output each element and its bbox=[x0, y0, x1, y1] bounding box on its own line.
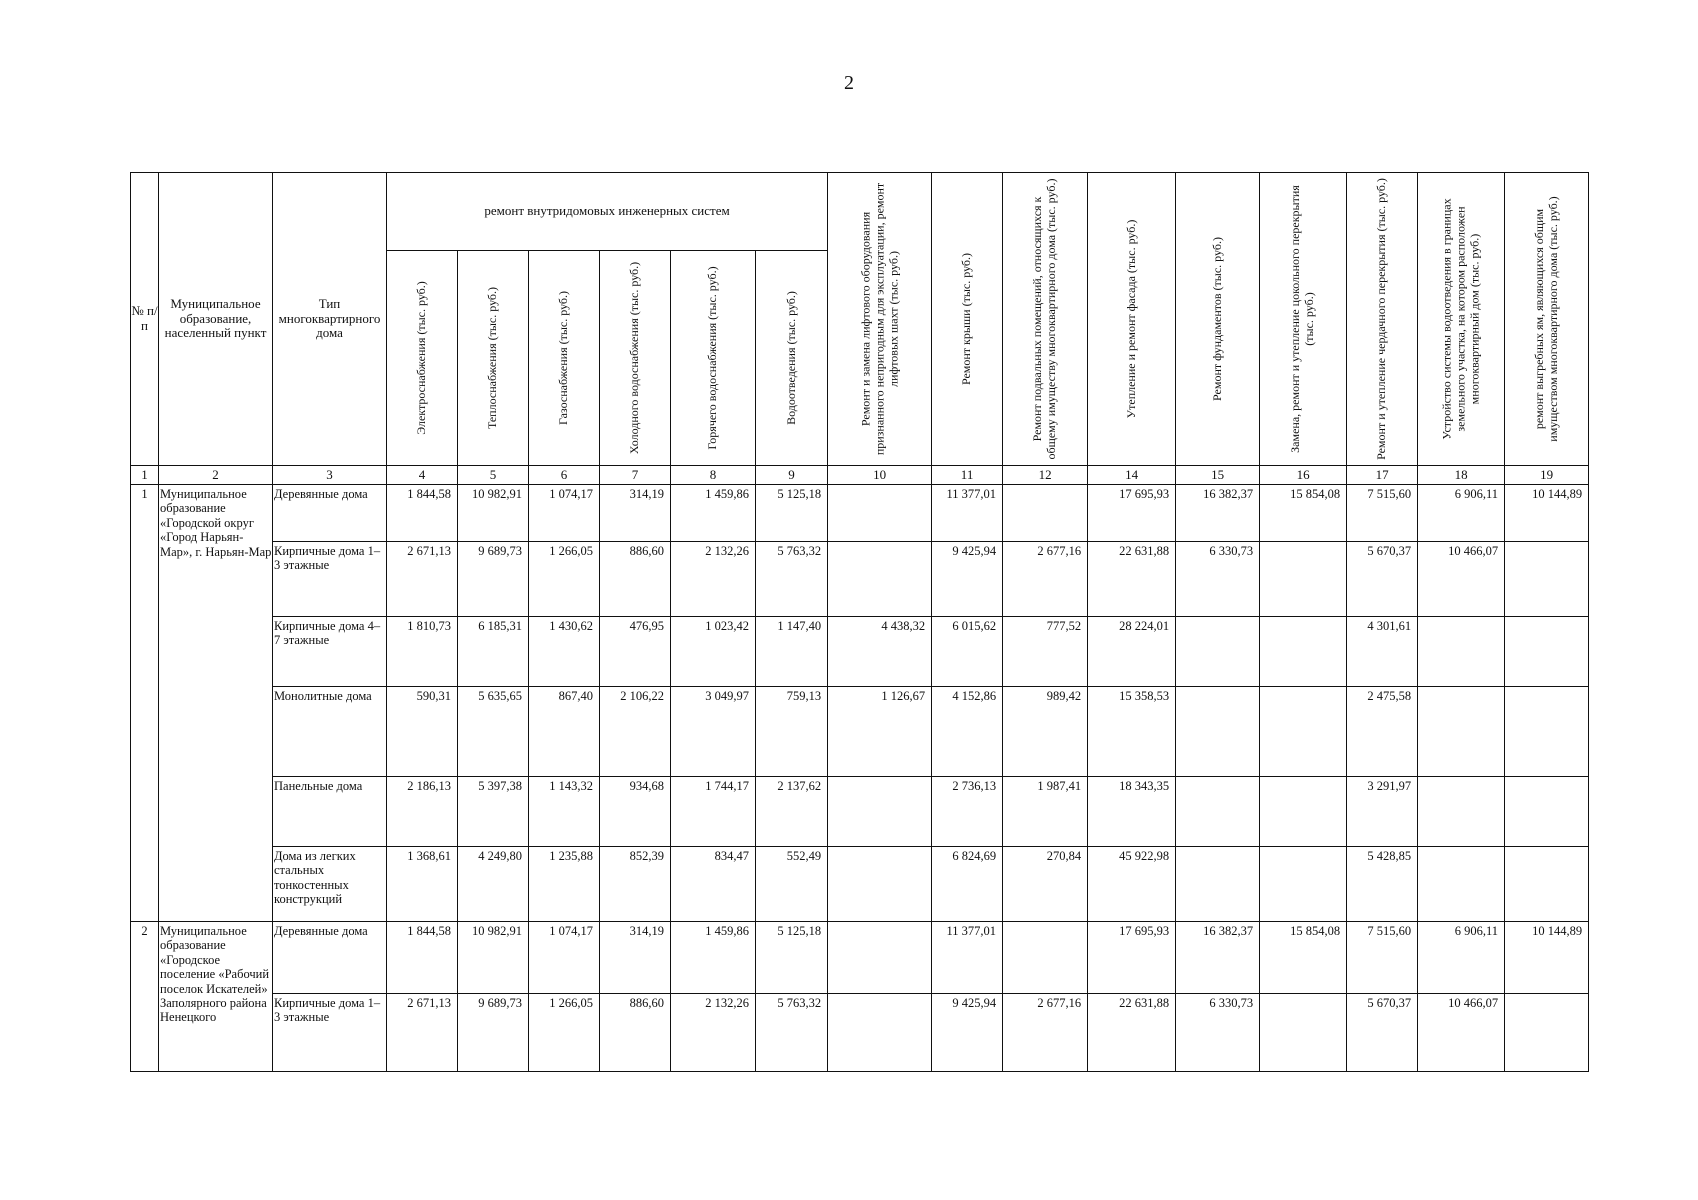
cost-cell: 1 147,40 bbox=[756, 617, 828, 687]
cost-cell: 6 330,73 bbox=[1176, 542, 1260, 617]
cost-cell: 18 343,35 bbox=[1088, 777, 1176, 847]
cost-cell bbox=[1260, 542, 1347, 617]
column-number: 2 bbox=[159, 466, 273, 485]
cost-cell: 3 049,97 bbox=[671, 687, 756, 777]
cost-cell bbox=[1505, 847, 1589, 922]
cost-cell: 1 074,17 bbox=[529, 485, 600, 542]
cost-cell: 1 235,88 bbox=[529, 847, 600, 922]
cost-cell: 5 125,18 bbox=[756, 922, 828, 994]
cost-cell: 1 810,73 bbox=[387, 617, 458, 687]
cost-cell: 1 074,17 bbox=[529, 922, 600, 994]
table-row bbox=[131, 617, 1589, 687]
table-row bbox=[131, 542, 1589, 617]
col-header-roof: Ремонт крыши (тыс. руб.) bbox=[932, 173, 1003, 466]
cost-cell bbox=[828, 922, 932, 994]
cost-cell: 2 132,26 bbox=[671, 994, 756, 1072]
column-number: 6 bbox=[529, 466, 600, 485]
cost-cell: 552,49 bbox=[756, 847, 828, 922]
house-type: Дома из легких стальных тонкостенных конструкций bbox=[273, 847, 387, 922]
cost-cell: 2 132,26 bbox=[671, 542, 756, 617]
col-header-municipality: Муниципальное образование, населенный пункт bbox=[159, 173, 273, 466]
cost-cell: 6 906,11 bbox=[1418, 485, 1505, 542]
table-body bbox=[131, 485, 1589, 1072]
repair-cost-table bbox=[130, 172, 1589, 1072]
cost-cell: 886,60 bbox=[600, 542, 671, 617]
cost-cell: 9 425,94 bbox=[932, 994, 1003, 1072]
cost-cell: 5 670,37 bbox=[1347, 542, 1418, 617]
cost-cell: 2 186,13 bbox=[387, 777, 458, 847]
cost-cell: 1 266,05 bbox=[529, 542, 600, 617]
cost-cell bbox=[1418, 617, 1505, 687]
col-header-num: № п/п bbox=[131, 173, 159, 466]
cost-cell: 867,40 bbox=[529, 687, 600, 777]
cost-cell bbox=[1418, 847, 1505, 922]
cost-cell bbox=[1176, 847, 1260, 922]
cost-cell: 16 382,37 bbox=[1176, 485, 1260, 542]
cost-cell bbox=[1176, 617, 1260, 687]
table-row bbox=[131, 687, 1589, 777]
cost-cell: 10 144,89 bbox=[1505, 922, 1589, 994]
col-header-foundation: Ремонт фундаментов (тыс. руб.) bbox=[1176, 173, 1260, 466]
cost-cell: 4 301,61 bbox=[1347, 617, 1418, 687]
column-number: 17 bbox=[1347, 466, 1418, 485]
column-number: 19 bbox=[1505, 466, 1589, 485]
cost-cell: 4 438,32 bbox=[828, 617, 932, 687]
cost-cell: 934,68 bbox=[600, 777, 671, 847]
cost-cell: 28 224,01 bbox=[1088, 617, 1176, 687]
cost-cell: 1 459,86 bbox=[671, 485, 756, 542]
municipality-name: Муниципальное образование «Городское поселение «Рабочий поселок Искателей» Заполярного района Ненецкого bbox=[159, 922, 273, 1072]
col-header-drainage-system: Устройство системы водоотведения в границах земельного участка, на котором расположен многоквартирный дом (тыс. руб.) bbox=[1418, 173, 1505, 466]
cost-cell: 886,60 bbox=[600, 994, 671, 1072]
house-type: Кирпичные дома 1–3 этажные bbox=[273, 542, 387, 617]
cost-cell: 1 459,86 bbox=[671, 922, 756, 994]
cost-cell: 270,84 bbox=[1003, 847, 1088, 922]
cost-cell: 1 744,17 bbox=[671, 777, 756, 847]
table-row bbox=[131, 485, 1589, 542]
column-number: 10 bbox=[828, 466, 932, 485]
house-type: Кирпичные дома 1–3 этажные bbox=[273, 994, 387, 1072]
cost-cell: 6 330,73 bbox=[1176, 994, 1260, 1072]
cost-cell: 2 671,13 bbox=[387, 994, 458, 1072]
cost-cell: 1 987,41 bbox=[1003, 777, 1088, 847]
cost-cell: 4 152,86 bbox=[932, 687, 1003, 777]
col-header-gas: Газоснабжения (тыс. руб.) bbox=[529, 251, 600, 466]
house-type: Деревянные дома bbox=[273, 922, 387, 994]
cost-cell: 590,31 bbox=[387, 687, 458, 777]
column-number: 9 bbox=[756, 466, 828, 485]
cost-cell: 852,39 bbox=[600, 847, 671, 922]
col-header-elevator: Ремонт и замена лифтового оборудования признанного непригодным для эксплуатации, ремонт лифтовых шахт (тыс. руб.) bbox=[828, 173, 932, 466]
cost-cell: 5 635,65 bbox=[458, 687, 529, 777]
cost-cell: 834,47 bbox=[671, 847, 756, 922]
column-number: 14 bbox=[1088, 466, 1176, 485]
cost-cell: 22 631,88 bbox=[1088, 542, 1176, 617]
page-number: 2 bbox=[844, 72, 854, 94]
cost-cell bbox=[1176, 687, 1260, 777]
column-number: 16 bbox=[1260, 466, 1347, 485]
cost-cell bbox=[1505, 542, 1589, 617]
cost-cell: 1 023,42 bbox=[671, 617, 756, 687]
cost-cell bbox=[828, 777, 932, 847]
house-type: Кирпичные дома 4–7 этажные bbox=[273, 617, 387, 687]
cost-cell: 6 824,69 bbox=[932, 847, 1003, 922]
cost-cell: 1 430,62 bbox=[529, 617, 600, 687]
table-row bbox=[131, 922, 1589, 994]
cost-cell: 10 982,91 bbox=[458, 922, 529, 994]
column-number: 1 bbox=[131, 466, 159, 485]
cost-cell: 2 677,16 bbox=[1003, 994, 1088, 1072]
cost-cell: 11 377,01 bbox=[932, 485, 1003, 542]
cost-cell: 11 377,01 bbox=[932, 922, 1003, 994]
cost-cell: 10 466,07 bbox=[1418, 994, 1505, 1072]
row-number: 1 bbox=[131, 485, 159, 922]
cost-cell: 5 763,32 bbox=[756, 542, 828, 617]
cost-cell: 9 689,73 bbox=[458, 542, 529, 617]
cost-cell: 17 695,93 bbox=[1088, 485, 1176, 542]
cost-cell: 1 844,58 bbox=[387, 485, 458, 542]
col-header-attic: Ремонт и утепление чердачного перекрытия (тыс. руб.) bbox=[1347, 173, 1418, 466]
cost-cell bbox=[1003, 922, 1088, 994]
column-number: 5 bbox=[458, 466, 529, 485]
col-header-basement: Ремонт подвальных помещений, относящихся к общему имуществу многоквартирного дома (тыс. руб.) bbox=[1003, 173, 1088, 466]
cost-cell bbox=[1260, 847, 1347, 922]
cost-cell: 1 126,67 bbox=[828, 687, 932, 777]
cost-cell: 9 689,73 bbox=[458, 994, 529, 1072]
cost-cell: 45 922,98 bbox=[1088, 847, 1176, 922]
cost-cell: 5 670,37 bbox=[1347, 994, 1418, 1072]
col-header-heating: Теплоснабжения (тыс. руб.) bbox=[458, 251, 529, 466]
house-type: Деревянные дома bbox=[273, 485, 387, 542]
cost-cell: 5 428,85 bbox=[1347, 847, 1418, 922]
cost-cell: 5 125,18 bbox=[756, 485, 828, 542]
cost-cell bbox=[828, 542, 932, 617]
cost-cell bbox=[828, 485, 932, 542]
cost-cell: 2 736,13 bbox=[932, 777, 1003, 847]
column-number: 8 bbox=[671, 466, 756, 485]
cost-cell bbox=[1505, 994, 1589, 1072]
cost-cell: 314,19 bbox=[600, 922, 671, 994]
cost-cell: 15 854,08 bbox=[1260, 922, 1347, 994]
col-header-cold-water: Холодного водоснабжения (тыс. руб.) bbox=[600, 251, 671, 466]
column-number: 7 bbox=[600, 466, 671, 485]
cost-cell: 6 185,31 bbox=[458, 617, 529, 687]
col-header-house-type: Тип многоквартирного дома bbox=[273, 173, 387, 466]
cost-cell: 10 466,07 bbox=[1418, 542, 1505, 617]
cost-cell bbox=[1505, 617, 1589, 687]
cost-cell: 7 515,60 bbox=[1347, 922, 1418, 994]
table-row bbox=[131, 994, 1589, 1072]
cost-cell: 777,52 bbox=[1003, 617, 1088, 687]
cost-cell: 22 631,88 bbox=[1088, 994, 1176, 1072]
cost-cell: 2 671,13 bbox=[387, 542, 458, 617]
cost-cell: 7 515,60 bbox=[1347, 485, 1418, 542]
column-number: 12 bbox=[1003, 466, 1088, 485]
cost-cell: 15 358,53 bbox=[1088, 687, 1176, 777]
cost-cell: 1 368,61 bbox=[387, 847, 458, 922]
column-number: 11 bbox=[932, 466, 1003, 485]
cost-cell bbox=[1418, 687, 1505, 777]
cost-cell bbox=[828, 847, 932, 922]
table-row bbox=[131, 847, 1589, 922]
cost-cell: 15 854,08 bbox=[1260, 485, 1347, 542]
cost-cell bbox=[1176, 777, 1260, 847]
cost-cell: 314,19 bbox=[600, 485, 671, 542]
cost-cell: 10 982,91 bbox=[458, 485, 529, 542]
col-header-facade: Утепление и ремонт фасада (тыс. руб.) bbox=[1088, 173, 1176, 466]
col-header-sewage: Водоотведения (тыс. руб.) bbox=[756, 251, 828, 466]
cost-cell bbox=[1418, 777, 1505, 847]
cost-cell: 989,42 bbox=[1003, 687, 1088, 777]
column-number: 3 bbox=[273, 466, 387, 485]
table-row bbox=[131, 777, 1589, 847]
cost-cell bbox=[1003, 485, 1088, 542]
cost-cell: 1 266,05 bbox=[529, 994, 600, 1072]
group-header-engineering: ремонт внутридомовых инженерных систем bbox=[387, 173, 828, 251]
column-numbers-row bbox=[131, 466, 1589, 485]
cost-cell: 17 695,93 bbox=[1088, 922, 1176, 994]
cost-cell: 759,13 bbox=[756, 687, 828, 777]
col-header-cesspools: ремонт выгребных ям, являющихся общим имуществом многоквартирного дома (тыс. руб.) bbox=[1505, 173, 1589, 466]
cost-cell: 16 382,37 bbox=[1176, 922, 1260, 994]
cost-cell: 5 763,32 bbox=[756, 994, 828, 1072]
cost-cell: 6 015,62 bbox=[932, 617, 1003, 687]
cost-cell: 2 475,58 bbox=[1347, 687, 1418, 777]
cost-cell: 476,95 bbox=[600, 617, 671, 687]
row-number: 2 bbox=[131, 922, 159, 1072]
column-number: 4 bbox=[387, 466, 458, 485]
cost-cell: 2 137,62 bbox=[756, 777, 828, 847]
cost-cell: 6 906,11 bbox=[1418, 922, 1505, 994]
cost-cell: 5 397,38 bbox=[458, 777, 529, 847]
cost-cell: 9 425,94 bbox=[932, 542, 1003, 617]
cost-cell: 2 677,16 bbox=[1003, 542, 1088, 617]
cost-cell: 2 106,22 bbox=[600, 687, 671, 777]
cost-cell bbox=[1260, 687, 1347, 777]
house-type: Монолитные дома bbox=[273, 687, 387, 777]
cost-cell: 4 249,80 bbox=[458, 847, 529, 922]
col-header-socle: Замена, ремонт и утепление цокольного перекрытия (тыс. руб.) bbox=[1260, 173, 1347, 466]
cost-cell bbox=[1260, 777, 1347, 847]
cost-cell: 1 143,32 bbox=[529, 777, 600, 847]
col-header-hot-water: Горячего водоснабжения (тыс. руб.) bbox=[671, 251, 756, 466]
cost-cell bbox=[1260, 994, 1347, 1072]
cost-cell bbox=[828, 994, 932, 1072]
house-type: Панельные дома bbox=[273, 777, 387, 847]
cost-cell bbox=[1260, 617, 1347, 687]
cost-cell: 1 844,58 bbox=[387, 922, 458, 994]
cost-cell: 10 144,89 bbox=[1505, 485, 1589, 542]
cost-cell: 3 291,97 bbox=[1347, 777, 1418, 847]
col-header-electricity: Электроснабжения (тыс. руб.) bbox=[387, 251, 458, 466]
column-number: 18 bbox=[1418, 466, 1505, 485]
column-number: 15 bbox=[1176, 466, 1260, 485]
municipality-name: Муниципальное образование «Городской округ «Город Нарьян-Мар», г. Нарьян-Мар bbox=[159, 485, 273, 922]
cost-cell bbox=[1505, 777, 1589, 847]
cost-cell bbox=[1505, 687, 1589, 777]
